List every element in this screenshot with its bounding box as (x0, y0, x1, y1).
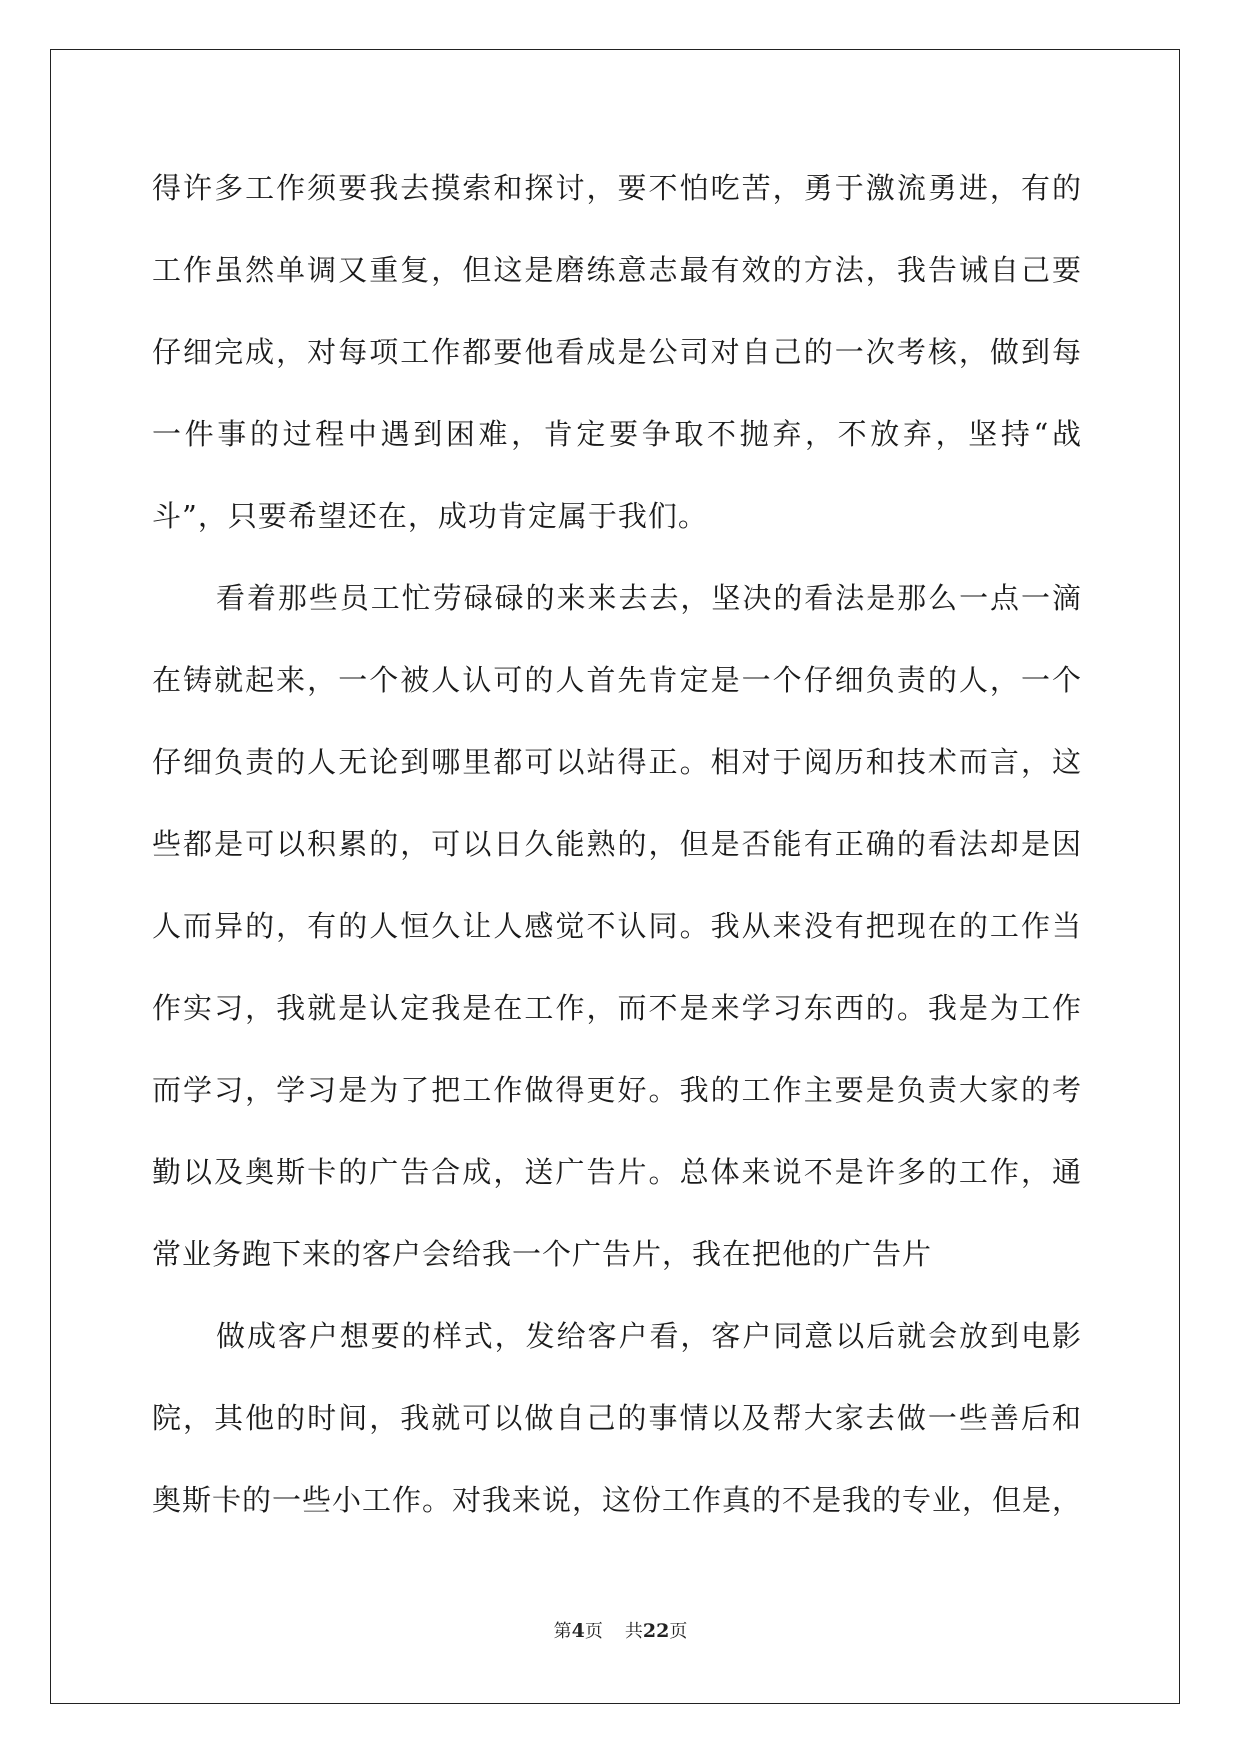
text-line: 常业务跑下来的客户会给我一个广告片，我在把他的广告片 (152, 1237, 933, 1271)
page-footer (0, 1619, 1241, 1644)
text-line: 一件事的过程中遇到困难，肯定要争取不抛弃，不放弃，坚持“战 (152, 417, 1082, 451)
page-prefix: 第 (553, 1621, 572, 1642)
text-line: 工作虽然单调又重复，但这是磨练意志最有效的方法，我告诫自己要 (152, 253, 1082, 287)
total-prefix: 共 (624, 1621, 643, 1642)
text-line: 些都是可以积累的，可以日久能熟的，但是否能有正确的看法却是因 (152, 827, 1082, 861)
total-pages: 22 (642, 1620, 670, 1642)
text-line: 做成客户想要的样式，发给客户看，客户同意以后就会放到电影 (216, 1319, 1082, 1353)
text-line: 仔细完成，对每项工作都要他看成是公司对自己的一次考核，做到每 (152, 335, 1082, 369)
total-suffix: 页 (669, 1621, 688, 1642)
text-line: 作实习，我就是认定我是在工作，而不是来学习东西的。我是为工作 (152, 991, 1082, 1025)
text-line: 而学习，学习是为了把工作做得更好。我的工作主要是负责大家的考 (152, 1073, 1082, 1107)
text-line: 斗”，只要希望还在，成功肯定属于我们。 (152, 499, 708, 533)
text-line: 仔细负责的人无论到哪里都可以站得正。相对于阅历和技术而言，这 (152, 745, 1082, 779)
text-line: 得许多工作须要我去摸索和探讨，要不怕吃苦，勇于激流勇进，有的 (152, 171, 1082, 205)
page-number: 4 (571, 1620, 585, 1642)
text-line: 奥斯卡的一些小工作。对我来说，这份工作真的不是我的专业，但是， (152, 1483, 1083, 1517)
document-body (152, 168, 1082, 1562)
text-line: 在铸就起来，一个被人认可的人首先肯定是一个仔细负责的人，一个 (152, 663, 1082, 697)
page-suffix: 页 (584, 1621, 603, 1642)
text-line: 人而异的，有的人恒久让人感觉不认同。我从来没有把现在的工作当 (152, 909, 1082, 943)
text-line: 勤以及奥斯卡的广告合成，送广告片。总体来说不是许多的工作，通 (152, 1155, 1082, 1189)
text-line: 看着那些员工忙劳碌碌的来来去去，坚决的看法是那么一点一滴 (216, 581, 1082, 615)
text-line: 院，其他的时间，我就可以做自己的事情以及帮大家去做一些善后和 (152, 1401, 1082, 1435)
